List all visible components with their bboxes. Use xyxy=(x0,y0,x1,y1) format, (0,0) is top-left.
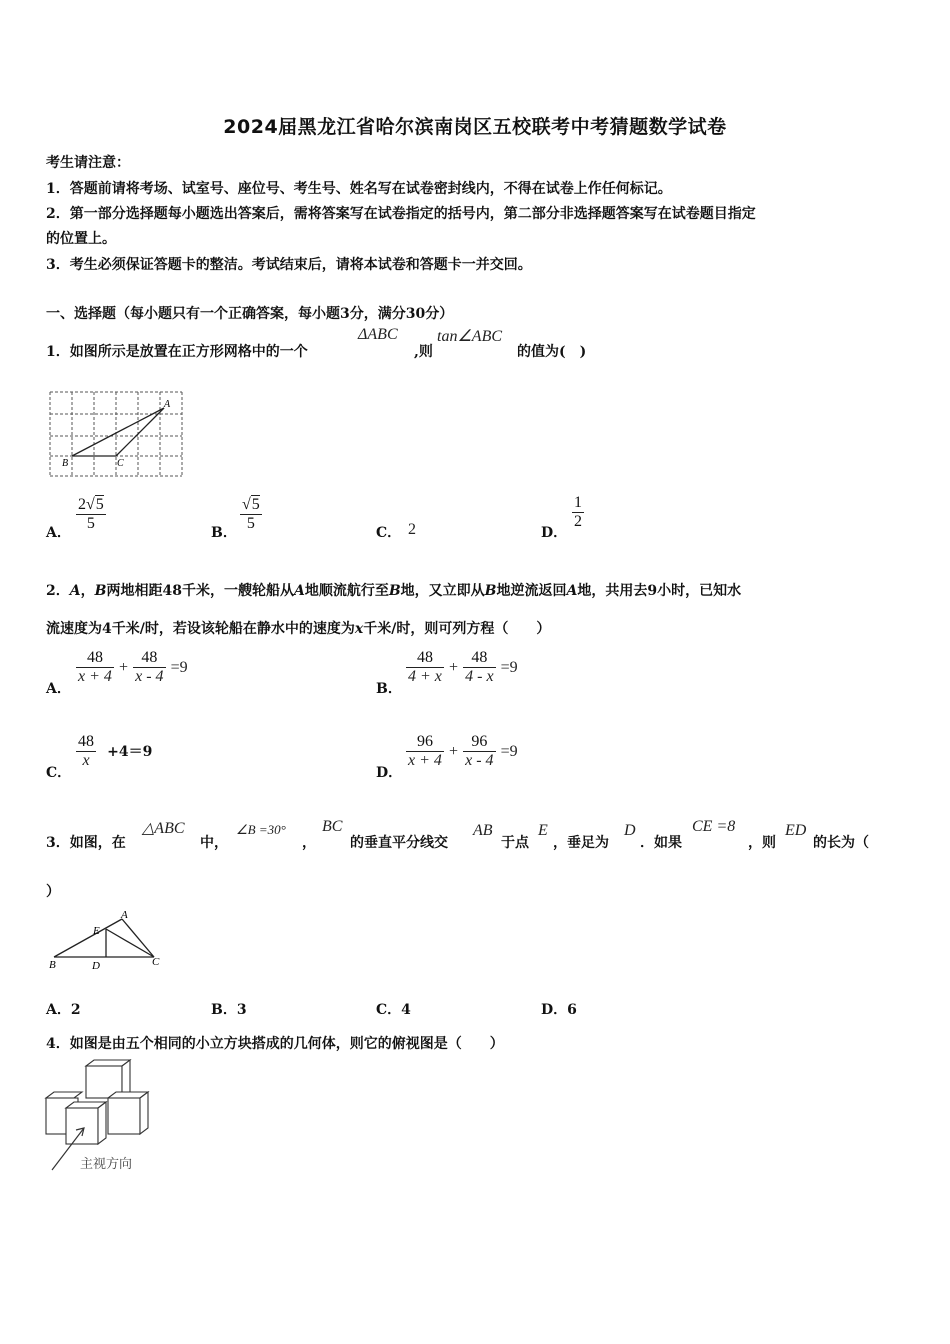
q3-option-d[interactable]: D．6 xyxy=(541,1002,577,1018)
notice-item-3: 3．考生必须保证答题卡的整洁。考试结束后，请将本试卷和答题卡一并交回。 xyxy=(46,257,532,273)
q3-triangle-figure xyxy=(44,905,174,973)
q3-text-4: 的垂直平分线交 xyxy=(350,835,448,851)
q2-option-b-label[interactable]: B． xyxy=(376,681,402,697)
q3-math-5: E xyxy=(538,822,548,839)
q3-math-4: AB xyxy=(473,822,493,839)
q1-option-b-label[interactable]: B． xyxy=(211,525,237,541)
q3-option-c[interactable]: C．4 xyxy=(376,1002,411,1018)
q1-option-a-label[interactable]: A． xyxy=(46,525,71,541)
q3-math-8: ED xyxy=(785,822,807,839)
q3-fig-label-a: A xyxy=(121,909,128,921)
q1-option-a-value[interactable]: $\frac{2√5}{5}$ xyxy=(78,496,104,532)
q3-text-9: 的长为（ xyxy=(813,835,869,851)
q2-option-d-label[interactable]: D． xyxy=(376,765,403,781)
q3-text-3: ， xyxy=(302,835,316,851)
q2-line-2: 流速度为4千米/时，若设该轮船在静水中的速度为x千米/时，则可列方程（ ） xyxy=(46,621,551,637)
q2-option-a-value[interactable]: $\frac{48}{x + 4}$ + $\frac{48}{x - 4}$ =9 xyxy=(78,649,188,685)
q3-math-7: CE =8 xyxy=(692,818,736,835)
q2-option-a-label[interactable]: A． xyxy=(46,681,71,697)
q1-fig-label-a: A xyxy=(164,399,171,410)
notice-item-2: 2．第一部分选择题每小题选出答案后，需将答案写在试卷指定的括号内，第二部分非选择题答案写在试卷题目指定 xyxy=(46,206,756,222)
q3-text-5: 于点 xyxy=(501,835,529,851)
q1-option-c-label[interactable]: C． xyxy=(376,525,402,541)
q1-fig-label-c: C xyxy=(117,458,124,469)
q3-math-1: △ABC xyxy=(142,820,185,837)
q3-close-paren: ） xyxy=(46,884,60,900)
q3-option-a[interactable]: A．2 xyxy=(46,1002,81,1018)
q3-fig-label-b: B xyxy=(49,959,56,971)
q4-cubes-figure xyxy=(40,1058,170,1178)
notice-heading: 考生请注意： xyxy=(46,155,130,171)
q2-option-c-label[interactable]: C． xyxy=(46,765,72,781)
q3-math-6: D xyxy=(624,822,636,839)
q1-grid-figure xyxy=(44,388,190,480)
notice-item-2-cont: 的位置上。 xyxy=(46,231,116,247)
q3-text-2: 中， xyxy=(200,835,228,851)
q4-fig-caption: 主视方向 xyxy=(80,1157,133,1172)
q2-option-c-value[interactable]: $\frac{48}{x}$ +4＝9 xyxy=(78,733,153,769)
q1-option-d-label[interactable]: D． xyxy=(541,525,568,541)
q1-text-b: ,则 xyxy=(414,344,433,360)
q1-option-c-value[interactable]: 2 xyxy=(408,521,416,538)
q1-text-c: 的值为( ) xyxy=(517,344,587,360)
q1-text-a: 1．如图所示是放置在正方形网格中的一个 xyxy=(46,344,308,360)
q3-fig-label-e: E xyxy=(93,925,100,937)
q1-option-d-value[interactable]: $\frac{1}{2}$ xyxy=(574,494,582,530)
page-title: 2024届黑龙江省哈尔滨南岗区五校联考中考猜题数学试卷 xyxy=(223,116,727,138)
q2-option-b-value[interactable]: $\frac{48}{4 + x}$ + $\frac{48}{4 - x}$ =9 xyxy=(408,649,518,685)
q3-option-b[interactable]: B．3 xyxy=(211,1002,247,1018)
q1-option-b-value[interactable]: $\frac{√5}{5}$ xyxy=(242,496,260,532)
q2-line-1: 2．A，B两地相距48千米，一艘轮船从A地顺流航行至B地，又立即从B地逆流返回A地，共用去9小时，已知水 xyxy=(46,583,742,599)
q3-fig-label-d: D xyxy=(92,960,100,972)
q2-option-d-value[interactable]: $\frac{96}{x + 4}$ + $\frac{96}{x - 4}$ =9 xyxy=(408,733,518,769)
q4-text: 4．如图是由五个相同的小立方块搭成的几何体，则它的俯视图是（ ） xyxy=(46,1036,504,1052)
section-heading: 一、选择题（每小题只有一个正确答案，每小题3分，满分30分） xyxy=(46,306,454,322)
q3-math-3: BC xyxy=(322,818,343,835)
q1-math-b: tan∠ABC xyxy=(437,328,503,345)
q1-math-a: ΔABC xyxy=(358,326,398,343)
q3-text-7: ．如果 xyxy=(640,835,682,851)
notice-item-1: 1．答题前请将考场、试室号、座位号、考生号、姓名写在试卷密封线内，不得在试卷上作任何标记。 xyxy=(46,181,672,197)
q3-text-6: ，垂足为 xyxy=(553,835,609,851)
q3-text-1: 3．如图，在 xyxy=(46,835,126,851)
q3-fig-label-c: C xyxy=(152,956,160,968)
q3-math-2: ∠B =30° xyxy=(236,822,286,837)
q1-fig-label-b: B xyxy=(62,458,69,469)
q3-text-8: ，则 xyxy=(748,835,776,851)
